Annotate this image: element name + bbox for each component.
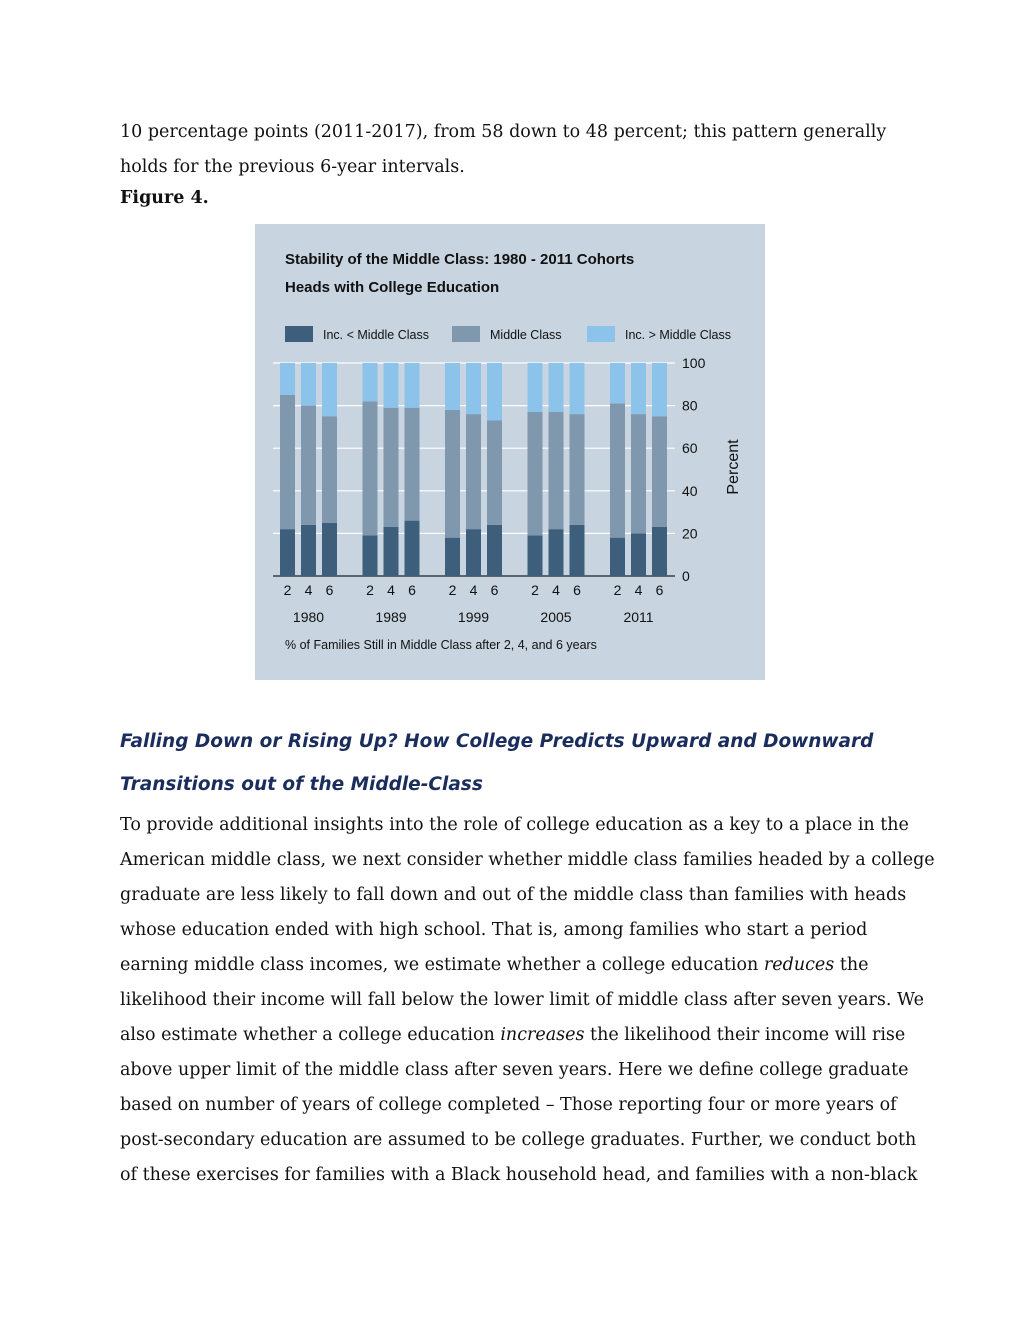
x-sub-tick-label: 4: [552, 582, 560, 598]
y-tick-label: 0: [682, 568, 690, 584]
y-tick-label: 60: [682, 440, 698, 457]
emphasis-text: increases: [500, 1025, 585, 1045]
bar-segment: [466, 363, 481, 414]
bar-segment: [466, 529, 481, 576]
legend-label: Middle Class: [490, 328, 562, 342]
body-line: above upper limit of the middle class after seven years. Here we define college graduate: [120, 1060, 909, 1080]
body-line: To provide additional insights into the role of college education as a key to a place in the: [120, 815, 909, 835]
x-sub-tick-label: 6: [490, 582, 499, 598]
bar-segment: [631, 414, 646, 533]
bar-segment: [631, 363, 646, 414]
bar-segment: [405, 521, 420, 576]
bar-segment: [549, 363, 564, 412]
x-group-label: 1989: [375, 609, 407, 625]
bar-segment: [301, 363, 316, 406]
chart-y-axis-label: Percent: [725, 439, 742, 495]
chart-title-line2: Heads with College Education: [285, 279, 500, 296]
chart-svg: [255, 224, 765, 680]
bar-segment: [549, 529, 564, 576]
bar-segment: [322, 363, 337, 416]
legend-label: Inc. > Middle Class: [625, 328, 731, 342]
x-group-label: 2005: [540, 609, 572, 625]
bar-segment: [363, 401, 378, 535]
bar-segment: [528, 363, 543, 412]
bar-segment: [652, 363, 667, 416]
x-group-label: 2011: [623, 609, 654, 625]
y-tick-label: 80: [682, 397, 698, 414]
bar-segment: [487, 525, 502, 576]
bar-segment: [280, 529, 295, 576]
x-sub-tick-label: 4: [469, 582, 478, 598]
chart-legend: [285, 326, 731, 342]
bar-segment: [570, 414, 585, 525]
bar-segment: [322, 416, 337, 523]
body-line: whose education ended with high school. That is, among families who start a period: [120, 920, 868, 940]
bar-segment: [322, 523, 337, 576]
body-line: [120, 1018, 910, 1053]
bar-segment: [487, 363, 502, 421]
chart-title-line1: Stability of the Middle Class: 1980 - 2011 Cohorts: [285, 251, 635, 268]
bar-segment: [652, 416, 667, 527]
x-sub-tick-label: 6: [408, 582, 416, 598]
bar-segment: [445, 410, 460, 538]
bar-segment: [610, 363, 625, 403]
legend-swatch: [452, 326, 480, 342]
x-group-label: 1980: [292, 609, 325, 625]
body-line: likelihood their income will fall below the lower limit of middle class after seven years. We: [120, 990, 924, 1010]
bar-segment: [301, 406, 316, 525]
x-sub-tick-label: 2: [531, 582, 539, 598]
x-sub-tick-label: 4: [304, 582, 313, 598]
y-tick-label: 20: [682, 525, 698, 542]
x-sub-tick-label: 6: [655, 582, 664, 598]
body-text-segment: the likelihood their income will rise: [584, 1025, 906, 1045]
section-heading: Falling Down or Rising Up? How College Predicts Upward and Downward Transitions out of the Middle-Class: [120, 731, 874, 795]
body-text-segment: the: [834, 955, 869, 975]
bar-segment: [528, 536, 543, 576]
bar-segment: [487, 421, 502, 525]
chart-x-axis-label: % of Families Still in Middle Class after 2, 4, and 6 years: [285, 638, 597, 652]
figure-label: Figure 4.: [120, 188, 209, 208]
chart-bars: [280, 363, 667, 576]
body-line: graduate are less likely to fall down and out of the middle class than families with heads: [120, 885, 907, 905]
x-sub-tick-label: 2: [448, 582, 457, 598]
x-sub-tick-label: 4: [634, 582, 643, 598]
x-group-label: 1999: [457, 609, 490, 625]
bar-segment: [363, 536, 378, 576]
bar-segment: [384, 363, 399, 408]
body-line: American middle class, we next consider whether middle class families headed by a college: [120, 850, 935, 870]
bar-segment: [445, 363, 460, 410]
x-sub-tick-label: 4: [387, 582, 395, 598]
x-sub-tick-label: 2: [366, 582, 374, 598]
bar-segment: [384, 408, 399, 527]
bar-segment: [466, 414, 481, 529]
body-text-segment: also estimate whether a college education: [120, 1025, 501, 1045]
chart-y-ticks: [682, 355, 706, 584]
bar-segment: [528, 412, 543, 536]
emphasis-text: reduces: [763, 955, 835, 975]
body-line: post-secondary education are assumed to be college graduates. Further, we conduct both: [120, 1130, 917, 1150]
body-line: [120, 948, 910, 983]
legend-label: Inc. < Middle Class: [323, 328, 429, 342]
bar-segment: [652, 527, 667, 576]
bar-segment: [610, 538, 625, 576]
bar-segment: [570, 525, 585, 576]
body-text-segment: earning middle class incomes, we estimate whether a college education: [120, 955, 764, 975]
x-sub-tick-label: 2: [283, 582, 292, 598]
bar-segment: [301, 525, 316, 576]
body-line: based on number of years of college completed – Those reporting four or more years of: [120, 1095, 897, 1115]
legend-swatch: [587, 326, 615, 342]
bar-segment: [280, 363, 295, 395]
bar-segment: [549, 412, 564, 529]
y-tick-label: 100: [682, 355, 706, 371]
legend-swatch: [285, 326, 313, 342]
bar-segment: [445, 538, 460, 576]
x-sub-tick-label: 2: [613, 582, 622, 598]
y-tick-label: 40: [682, 482, 698, 499]
figure-4-chart: [255, 224, 765, 680]
bar-segment: [384, 527, 399, 576]
chart-x-ticks: [284, 582, 664, 625]
bar-segment: [631, 533, 646, 576]
bar-segment: [405, 363, 420, 408]
bar-segment: [610, 403, 625, 537]
bar-segment: [280, 395, 295, 529]
bar-segment: [405, 408, 420, 521]
body-line: of these exercises for families with a Black household head, and families with a non-black: [120, 1165, 918, 1185]
intro-paragraph: 10 percentage points (2011-2017), from 58 down to 48 percent; this pattern generally holds for the previous 6-year intervals.: [120, 122, 887, 177]
x-sub-tick-label: 6: [325, 582, 334, 598]
bar-segment: [363, 363, 378, 401]
bar-segment: [570, 363, 585, 414]
x-sub-tick-label: 6: [573, 582, 581, 598]
